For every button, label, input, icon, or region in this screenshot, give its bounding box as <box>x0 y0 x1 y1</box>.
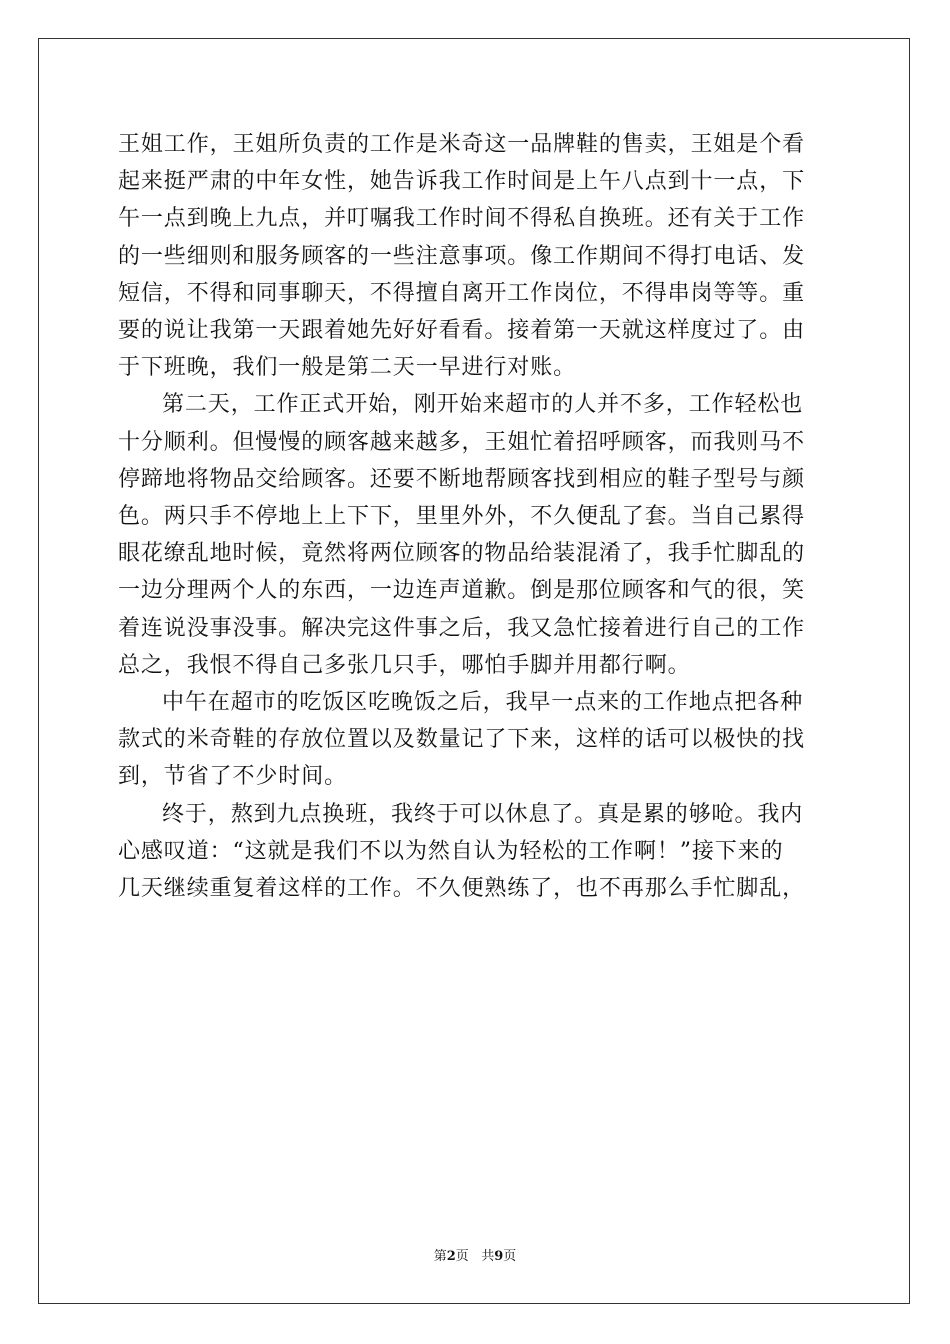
paragraph-2 <box>118 386 834 684</box>
text-line: 着连说没事没事。解决完这件事之后，我又急忙接着进行自己的工作 <box>118 615 806 641</box>
text-line: 总之，我恨不得自己多张几只手，哪怕手脚并用都行啊。 <box>118 652 691 678</box>
text-line: 起来挺严肃的中年女性，她告诉我工作时间是上午八点到十一点，下 <box>118 169 806 195</box>
text-line: 款式的米奇鞋的存放位置以及数量记了下来，这样的话可以极快的找 <box>118 727 806 753</box>
text-line: 短信，不得和同事聊天，不得擅自离开工作岗位，不得串岗等等。重 <box>118 280 806 306</box>
text-line: 色。两只手不停地上上下下，里里外外，不久便乱了套。当自己累得 <box>118 504 806 530</box>
text-line: 几天继续重复着这样的工作。不久便熟练了，也不再那么手忙脚乱， <box>118 876 806 902</box>
current-page-number: 2 <box>446 1249 456 1264</box>
text-line: 于下班晚，我们一般是第二天一早进行对账。 <box>118 355 577 381</box>
paragraph-4 <box>118 796 834 908</box>
footer-total-suffix: 页 <box>503 1249 517 1264</box>
text-line: 停蹄地将物品交给顾客。还要不断地帮顾客找到相应的鞋子型号与颜 <box>118 466 806 492</box>
paragraph-3 <box>118 684 834 796</box>
total-page-count: 9 <box>494 1249 504 1264</box>
document-body <box>118 126 834 907</box>
text-line: 一边分理两个人的东西，一边连声道歉。倒是那位顾客和气的很，笑 <box>118 578 806 604</box>
text-line: 终于，熬到九点换班，我终于可以休息了。真是累的够呛。我内 <box>162 801 804 827</box>
footer-total-prefix: 共 <box>481 1249 495 1264</box>
text-line: 眼花缭乱地时候，竟然将两位顾客的物品给装混淆了，我手忙脚乱的 <box>118 541 806 567</box>
text-line: 中午在超市的吃饭区吃晚饭之后，我早一点来的工作地点把各种 <box>162 690 804 716</box>
footer-prefix: 第 <box>433 1249 447 1264</box>
text-line: 心感叹道：“这就是我们不以为然自认为轻松的工作啊！”接下来的 <box>118 838 784 864</box>
text-line: 十分顺利。但慢慢的顾客越来越多，王姐忙着招呼顾客，而我则马不 <box>118 429 806 455</box>
text-line: 的一些细则和服务顾客的一些注意事项。像工作期间不得打电话、发 <box>118 243 806 269</box>
text-line: 午一点到晚上九点，并叮嘱我工作时间不得私自换班。还有关于工作 <box>118 206 806 232</box>
text-line: 王姐工作，王姐所负责的工作是米奇这一品牌鞋的售卖，王姐是个看 <box>118 132 806 157</box>
text-line: 第二天，工作正式开始，刚开始来超市的人并不多，工作轻松也 <box>162 392 804 418</box>
text-line: 到，节省了不少时间。 <box>118 764 348 790</box>
page-footer <box>0 1245 950 1264</box>
paragraph-1 <box>118 126 834 386</box>
text-line: 要的说让我第一天跟着她先好好看看。接着第一天就这样度过了。由 <box>118 318 806 344</box>
footer-page-suffix: 页 <box>455 1249 469 1264</box>
